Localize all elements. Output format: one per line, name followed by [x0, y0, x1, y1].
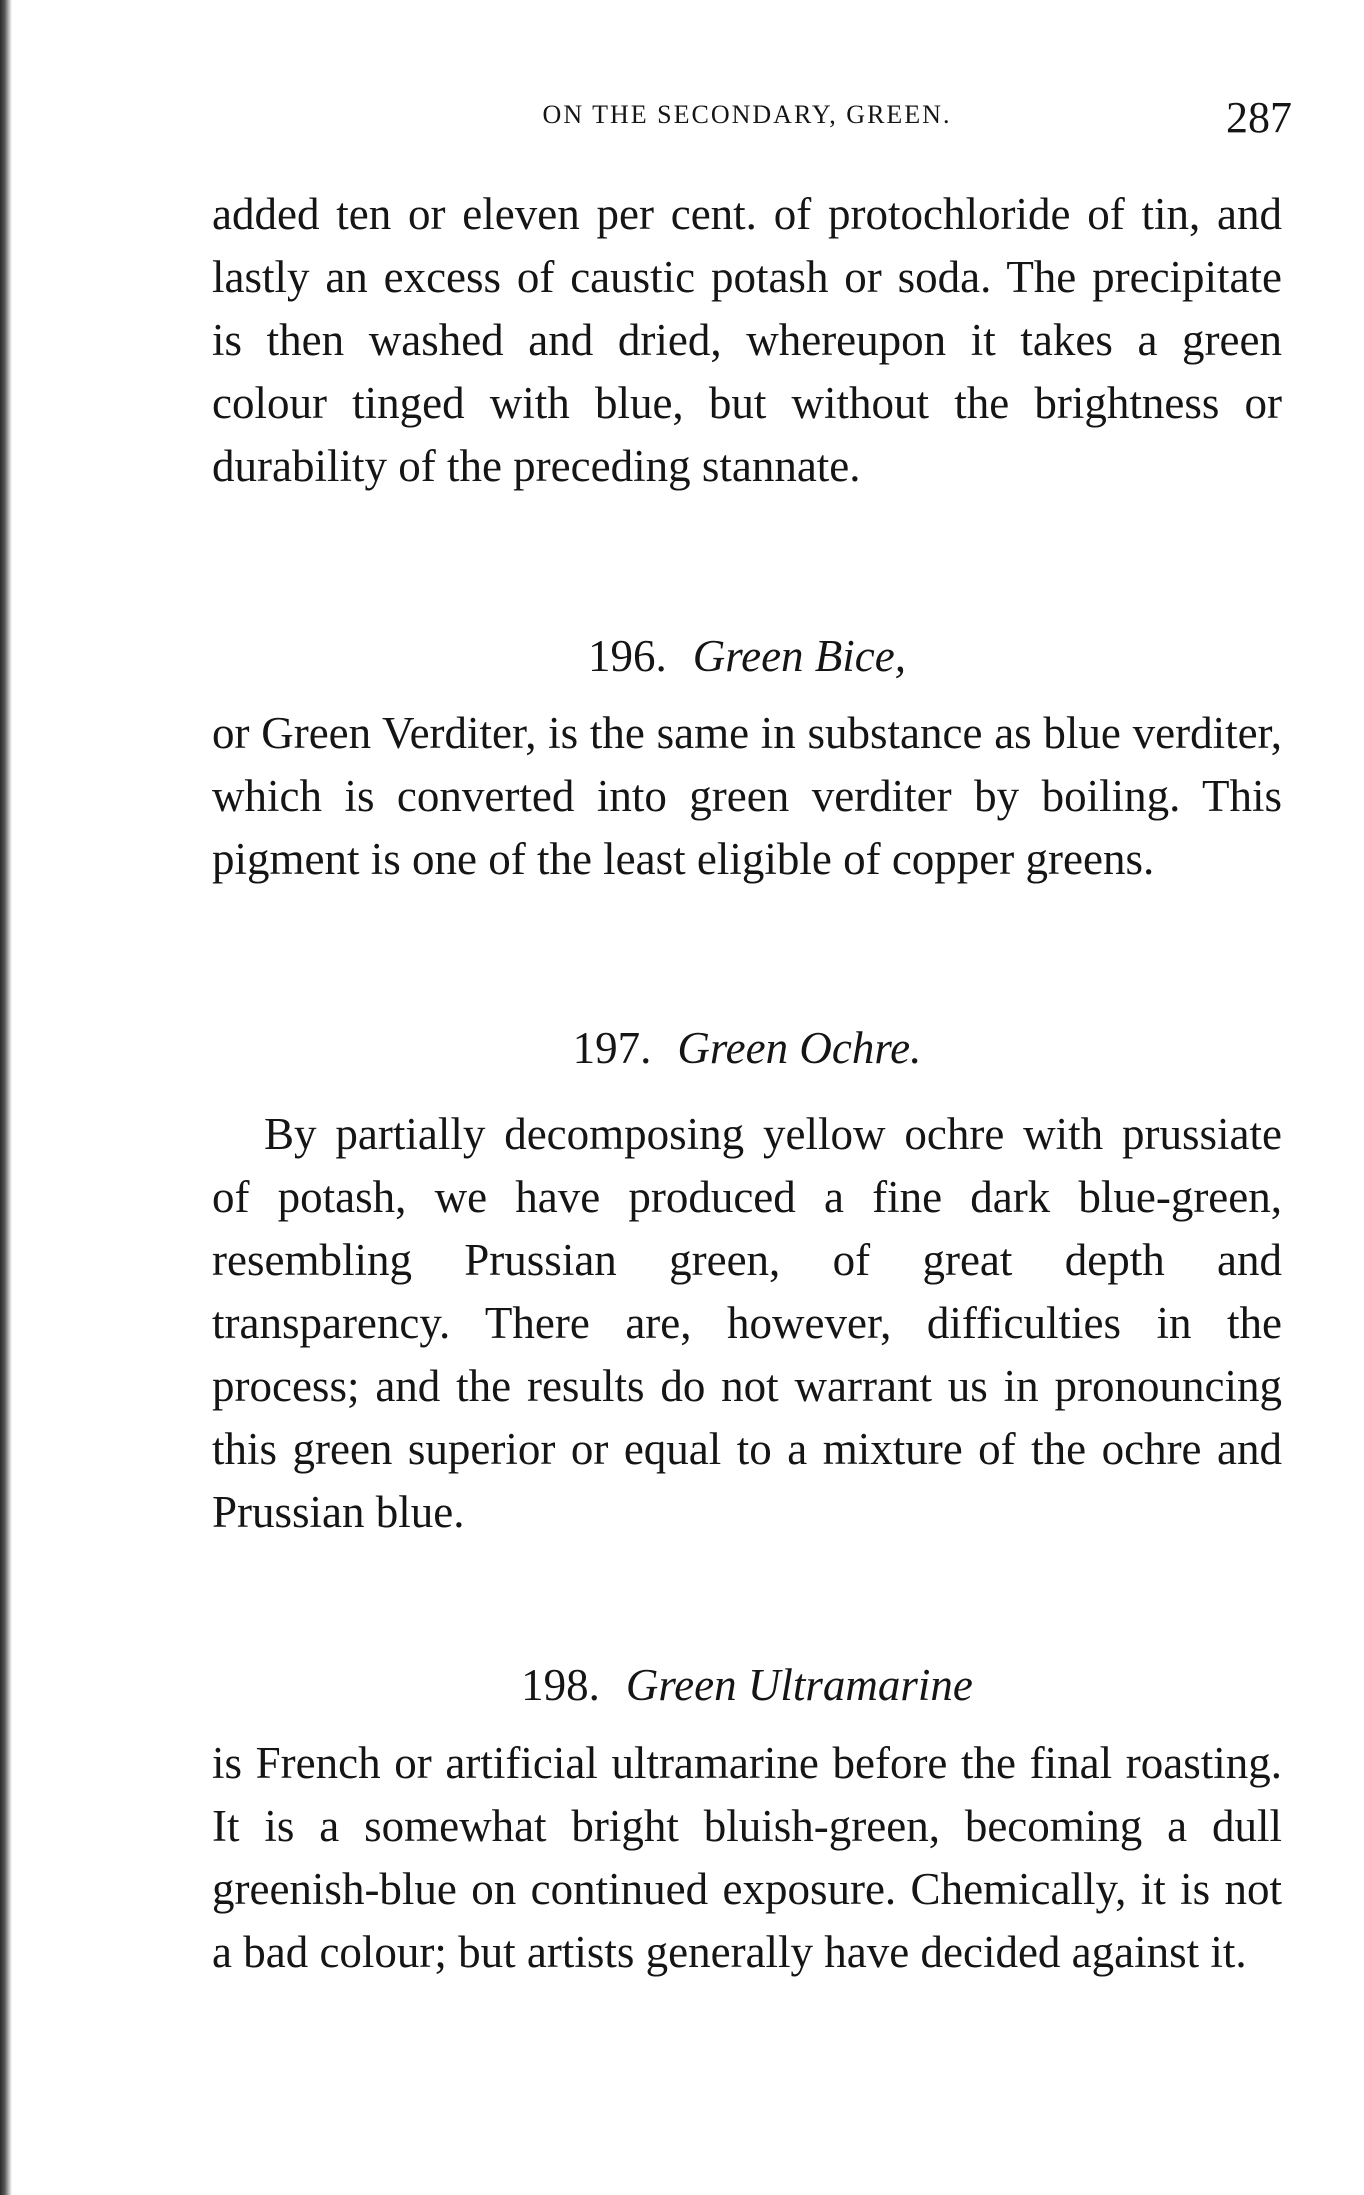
- page-number: 287: [1226, 93, 1292, 142]
- running-title: ON THE SECONDARY, GREEN.: [542, 100, 952, 129]
- paragraph-continued: added ten or eleven per cent. of protochloride of tin, and lastly an excess of caustic potash or soda. The precipitate is then washed and dried, whereupon it takes a green colour tinged with blue, but without the brightness or durability of the preceding stannate.: [212, 189, 1282, 491]
- section-title: Green Bice,: [692, 631, 906, 681]
- book-spine-shadow: [0, 0, 12, 2195]
- book-page: [212, 0, 1292, 2195]
- paragraph-green-bice: or Green Verditer, is the same in substance as blue verditer, which is converted into green verditer by boiling. This pigment is one of the least eligible of copper greens.: [212, 708, 1282, 884]
- section-title: Green Ochre.: [677, 1023, 922, 1073]
- section-heading-198: [212, 1655, 1282, 1715]
- paragraph-green-ochre: By partially decomposing yellow ochre with prussiate of potash, we have produced a fine dark blue-green, resembling Prussian green, of great depth and transparency. There are, however, difficulties in the process; and the results do not warrant us in pronouncing this green superior or equal to a mixture of the ochre and Prussian blue.: [212, 1109, 1282, 1537]
- section-number: 198.: [521, 1660, 600, 1710]
- running-head: [212, 92, 1292, 142]
- section-heading-196: [212, 626, 1282, 686]
- section-heading-197: [212, 1018, 1282, 1078]
- section-number: 196.: [588, 631, 667, 681]
- paragraph-green-ultramarine: is French or artificial ultramarine before the final roasting. It is a somewhat bright bluish-green, becoming a dull greenish-blue on continued exposure. Chemically, it is not a bad colour; but artists generally have decided against it.: [212, 1738, 1282, 1977]
- section-number: 197.: [572, 1023, 652, 1073]
- section-title: Green Ultramarine: [625, 1660, 973, 1710]
